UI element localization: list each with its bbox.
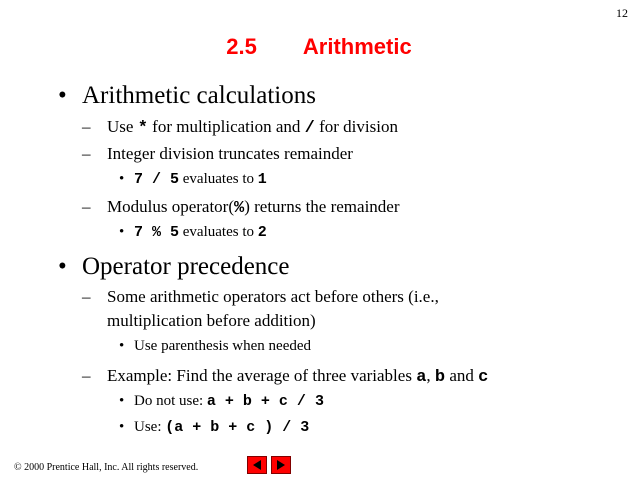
subbullet-precedence-line2: multiplication before addition): [107, 311, 316, 330]
dash-marker: –: [82, 197, 91, 216]
next-slide-button[interactable]: [271, 456, 291, 474]
slide-title: [0, 34, 638, 60]
bullet-marker: •: [119, 224, 125, 240]
bullet-marker: •: [119, 419, 125, 435]
triangle-right-icon: [276, 460, 286, 470]
dash-marker: –: [82, 287, 91, 306]
subsub-do-not-use: • Do not use: a + b + c / 3: [119, 393, 324, 410]
section-title: Arithmetic: [302, 34, 412, 59]
bullet-marker: •: [58, 82, 67, 109]
bullet-arithmetic-calculations: • Arithmetic calculations: [58, 82, 316, 109]
dash-marker: –: [82, 366, 91, 385]
dash-marker: –: [82, 117, 91, 136]
subsub-use: • Use: (a + b + c ) / 3: [119, 419, 310, 436]
bullet-marker: •: [119, 171, 125, 187]
dash-marker: –: [82, 144, 91, 163]
triangle-left-icon: [252, 460, 262, 470]
subbullet-precedence-line1: – Some arithmetic operators act before others (i.e.,: [82, 287, 439, 306]
example-modulus: • 7 % 5 evaluates to 2: [119, 224, 267, 241]
bullet-marker: •: [119, 393, 125, 409]
subbullet-modulus: – Modulus operator(%) returns the remainder: [82, 197, 400, 218]
subsub-parenthesis: • Use parenthesis when needed: [119, 338, 312, 354]
example-integer-division: • 7 / 5 evaluates to 1: [119, 171, 267, 188]
subbullet-use-operators: – Use * for multiplication and / for division: [82, 117, 398, 138]
copyright-footer: © 2000 Prentice Hall, Inc. All rights reserved.: [14, 462, 199, 473]
prev-slide-button[interactable]: [247, 456, 267, 474]
section-number: 2.5: [226, 34, 257, 59]
subbullet-integer-division: – Integer division truncates remainder: [82, 144, 353, 163]
page-number: 12: [616, 6, 628, 20]
bullet-operator-precedence: • Operator precedence: [58, 253, 290, 280]
bullet-marker: •: [58, 253, 67, 280]
bullet-marker: •: [119, 338, 125, 354]
subbullet-example-average: – Example: Find the average of three variables a, b and c: [82, 366, 489, 387]
